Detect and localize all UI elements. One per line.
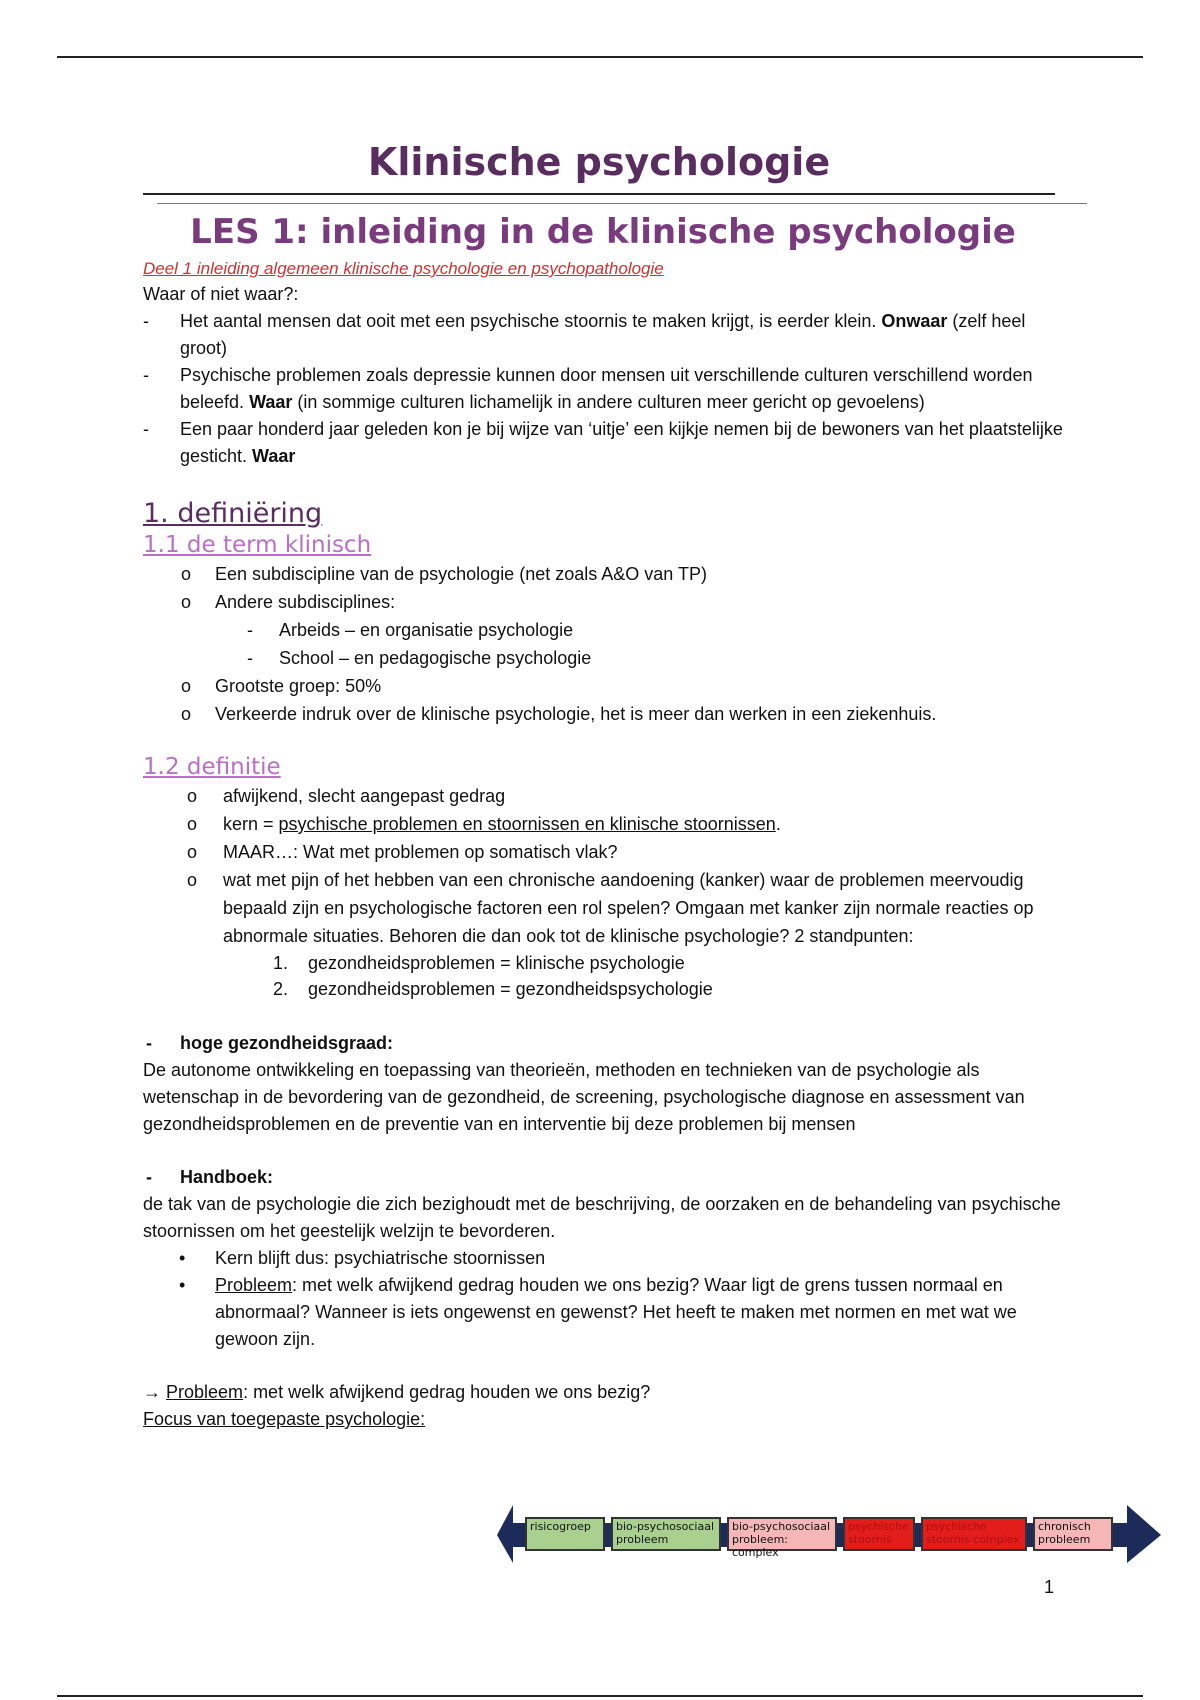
quiz-item: - Psychische problemen zoals depressie kunnen door mensen uit verschillende culturen verschillend worden beleefd. Waar (in sommige culturen lichamelijk in andere culturen meer gericht op gevoelens): [143, 362, 1063, 416]
handboek-label: - Handboek:: [143, 1164, 1063, 1191]
quiz-list: [143, 308, 1063, 470]
list-item: o Andere subdisciplines:: [143, 588, 1063, 616]
list-item: • Kern blijft dus: psychiatrische stoornissen: [143, 1245, 1063, 1272]
list-item: o wat met pijn of het hebben van een chronische aandoening (kanker) waar de problemen meervoudig bepaald zijn en psychologische factoren een rol spelen? Omgaan met kanker zijn normale reacties op abnormale situaties. Behoren die dan ook tot de klinische psychologie? 2 standpunten:: [143, 866, 1063, 950]
list-item: o Een subdiscipline van de psychologie (net zoals A&O van TP): [143, 560, 1063, 588]
page-number: 1: [1044, 1577, 1055, 1597]
list-item: 2. gezondheidsproblemen = gezondheidspsychologie: [273, 979, 713, 999]
list-item: • Probleem: met welk afwijkend gedrag houden we ons bezig? Waar ligt de grens tussen normaal en abnormaal? Wanneer is iets ongewenst en gewenst? Het heeft te maken met normen en met wat we gewoon zijn.: [143, 1272, 1063, 1353]
quiz-intro: Waar of niet waar?:: [143, 284, 299, 304]
right-arrowhead: [1127, 1505, 1161, 1563]
list-item: o afwijkend, slecht aangepast gedrag: [143, 782, 1063, 810]
definitie-list: [143, 782, 1063, 950]
term-klinisch-list: [143, 560, 1063, 616]
list-item: o Verkeerde indruk over de klinische psychologie, het is meer dan werken in een ziekenhuis.: [143, 700, 1063, 728]
footer-rule: [57, 1695, 1143, 1697]
document-page: [143, 135, 1063, 1433]
subsection-heading-term-klinisch: 1.1 de term klinisch: [143, 532, 372, 558]
handboek-text: de tak van de psychologie die zich bezighoudt met de beschrijving, de oorzaken en de behandeling van psychische stoornissen om het geestelijk welzijn te bevorderen.: [143, 1194, 1061, 1241]
document-title: Klinische psychologie: [143, 135, 1055, 195]
term-klinisch-list-continued: [143, 672, 1063, 728]
list-item: 1. gezondheidsproblemen = klinische psychologie: [273, 953, 685, 973]
lesson-title: LES 1: inleiding in de klinische psychologie: [190, 212, 1016, 252]
timeline-stage-psychische-stoornis-complex: psychische stoornis complex: [921, 1517, 1027, 1551]
subsection-heading-definitie: 1.2 definitie: [143, 754, 281, 780]
timeline-stage-chronisch-probleem: chronisch probleem: [1033, 1517, 1113, 1551]
list-item: o MAAR…: Wat met problemen op somatisch vlak?: [143, 838, 1063, 866]
hoge-gezondheidsgraad-label: - hoge gezondheidsgraad:: [143, 1030, 1063, 1057]
standpunten-list: [143, 950, 1063, 1002]
timeline-stage-bio-psychosociaal: bio-psychosociaal probleem: [611, 1517, 721, 1551]
list-item: - Arbeids – en organisatie psychologie: [143, 616, 1063, 644]
section-heading-definiering: 1. definiëring: [143, 498, 323, 529]
focus-label: Focus van toegepaste psychologie:: [143, 1409, 426, 1429]
handboek-bullets: [143, 1245, 1063, 1353]
list-item: o Grootste groep: 50%: [143, 672, 1063, 700]
list-item: - School – en pedagogische psychologie: [143, 644, 1063, 672]
timeline-stage-psychische-stoornis: psychische stoornis: [843, 1517, 915, 1551]
list-item: o kern = psychische problemen en stoornissen en klinische stoornissen.: [143, 810, 1063, 838]
quiz-item: - Het aantal mensen dat ooit met een psychische stoornis te maken krijgt, is eerder klein. Onwaar (zelf heel groot): [143, 308, 1063, 362]
hoge-gezondheidsgraad-text: De autonome ontwikkeling en toepassing van theorieën, methoden en technieken van de psychologie als wetenschap in de bevordering van de gezondheid, de screening, psychologische diagnose en assessment van gezondheidsproblemen en de preventie van en interventie bij deze problemen bij mensen: [143, 1060, 1025, 1134]
header-rule: [57, 56, 1143, 58]
probleem-line: → Probleem: met welk afwijkend gedrag houden we ons bezig?: [143, 1382, 651, 1402]
subdisciplines-list: [143, 616, 1063, 672]
timeline-stage-bio-psychosociaal-complex: bio-psychosociaal probleem: complex: [727, 1517, 837, 1551]
quiz-item: - Een paar honderd jaar geleden kon je bij wijze van ‘uitje’ een kijkje nemen bij de bewoners van het plaatstelijke gesticht. Waar: [143, 416, 1063, 470]
part-heading: Deel 1 inleiding algemeen klinische psychologie en psychopathologie: [143, 259, 664, 278]
focus-timeline-diagram: [497, 1505, 1164, 1565]
timeline-stage-risicogroep: risicogroep: [525, 1517, 605, 1551]
